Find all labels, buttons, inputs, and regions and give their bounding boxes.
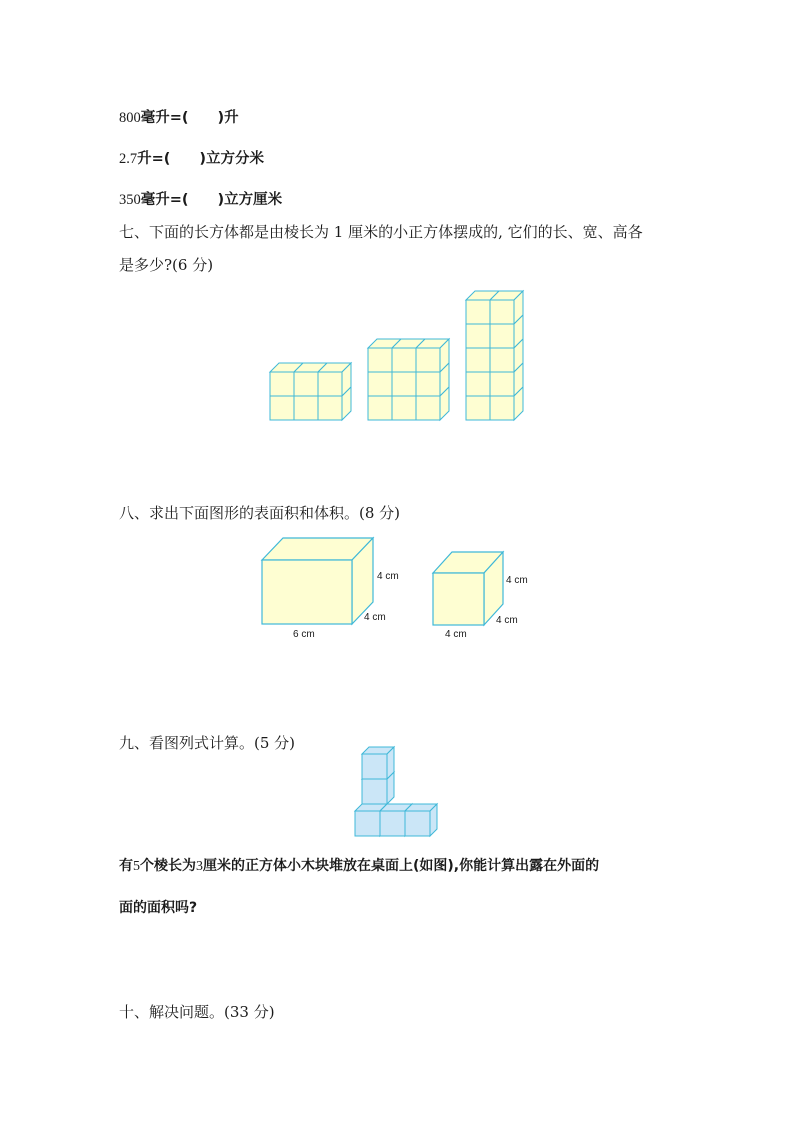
conversion-3 <box>119 190 282 210</box>
cuboid-c-front-cube <box>490 372 514 396</box>
q7-line-1: 七、下面的长方体都是由棱长为 1 厘米的小正方体摆成的, 它们的长、宽、高各 <box>119 223 643 241</box>
cuboid-c-front-cube <box>490 300 514 324</box>
conversion-1 <box>119 108 239 128</box>
q9-problem-line-1 <box>119 856 599 877</box>
cube-width-label: 4 cm <box>496 615 518 626</box>
q9-blocks-figure <box>0 760 793 840</box>
cuboid-c-front-cube <box>466 372 490 396</box>
cuboid-a-front-cube <box>270 396 294 420</box>
cuboid-a-front-cube <box>294 372 318 396</box>
back-cube-lower-front <box>362 779 387 804</box>
front-cube-1-front <box>355 811 380 836</box>
cuboid-b-front-cube <box>416 396 440 420</box>
cuboid-b-front-cube <box>392 372 416 396</box>
q7-cuboid-figure <box>0 280 793 480</box>
cuboid-b-front-cube <box>416 372 440 396</box>
cuboid-c-front-cube <box>466 348 490 372</box>
conversion-2-number: 2.7 <box>119 151 138 167</box>
cuboid-c-front-cube <box>490 396 514 420</box>
cube-figure <box>433 552 528 640</box>
conversion-2 <box>119 149 264 169</box>
q9-text-a: 有 <box>119 858 133 874</box>
front-cube-2-front <box>380 811 405 836</box>
conversion-2-text: 升=( )立方分米 <box>137 151 265 167</box>
conversion-3-number: 350 <box>119 192 141 208</box>
cuboid-c-front-cube <box>466 324 490 348</box>
conversion-1-number: 800 <box>119 110 141 126</box>
q9-text-c: 厘米的正方体小木块堆放在桌面上(如图),你能计算出露在外面的 <box>203 858 600 874</box>
front-cube-3-front <box>405 811 430 836</box>
q9-num-1: 5 <box>133 859 140 874</box>
cuboid-height-label: 4 cm <box>377 571 399 582</box>
cuboid-c-front-cube <box>466 300 490 324</box>
cuboid-c-front-cube <box>466 396 490 420</box>
cuboid-c-front-cube <box>490 348 514 372</box>
cuboid-a-front-cube <box>318 372 342 396</box>
cuboid-b-front-cube <box>368 372 392 396</box>
cuboid-b-front-cube <box>392 348 416 372</box>
conversion-3-text: 毫升=( )立方厘米 <box>140 192 283 208</box>
cube-length-label: 4 cm <box>445 629 467 640</box>
cube-height-label: 4 cm <box>506 575 528 586</box>
cuboid-b-front-cube <box>392 396 416 420</box>
q9-title: 九、看图列式计算。(5 分) <box>119 734 296 752</box>
conversion-1-text: 毫升=( )升 <box>140 110 239 126</box>
q8-figures <box>0 530 793 640</box>
cuboid-a-front-cube <box>270 372 294 396</box>
back-cube-upper-front <box>362 754 387 779</box>
cuboid-c-front-cube <box>490 324 514 348</box>
q7-line-2: 是多少?(6 分) <box>119 256 214 274</box>
cuboid-a-front-cube <box>294 396 318 420</box>
q9-num-2: 3 <box>196 859 203 874</box>
cuboid-b-front-cube <box>368 396 392 420</box>
cuboid-a-front-cube <box>318 396 342 420</box>
cuboid-figure <box>262 538 399 640</box>
cuboid-b-front-cube <box>416 348 440 372</box>
q10-title: 十、解决问题。(33 分) <box>119 1003 275 1021</box>
cuboid-width-label: 4 cm <box>364 612 386 623</box>
q9-text-b: 个棱长为 <box>140 858 196 874</box>
q8-title: 八、求出下面图形的表面积和体积。(8 分) <box>119 504 401 522</box>
q9-problem-line-2: 面的面积吗? <box>119 900 198 916</box>
cuboid-b-front-cube <box>368 348 392 372</box>
cuboid-length-label: 6 cm <box>293 629 315 640</box>
